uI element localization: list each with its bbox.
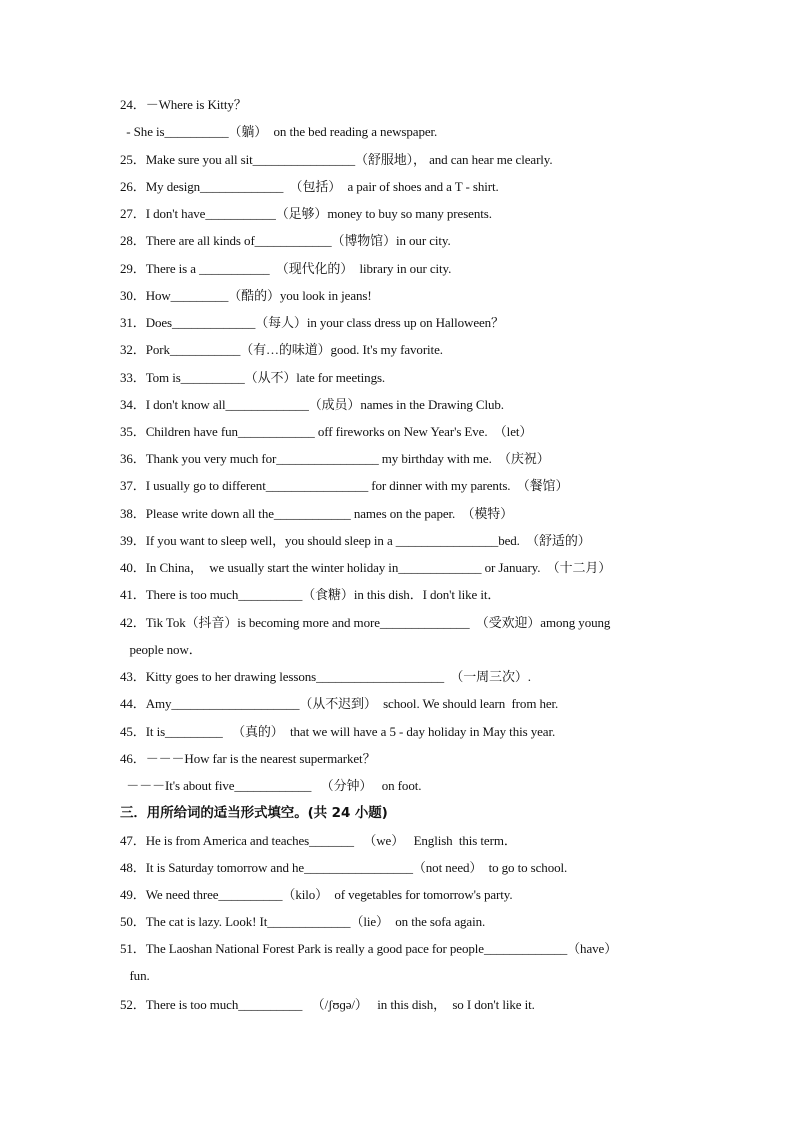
question-46-answer-line: －－－It's about five____________ （分钟） on foot.: [120, 778, 422, 793]
question-31: 31．Does_____________（每人）in your class dress up on Halloween？: [120, 315, 504, 330]
question-48: 48．It is Saturday tomorrow and he_________________（not need） to go to school.: [120, 860, 568, 875]
question-34: 34．I don't know all_____________（成员）names in the Drawing Club.: [120, 397, 504, 412]
question-52: 52．There is too much__________ （/ʃʊɡə/） in this dish， so I don't like it.: [120, 997, 535, 1012]
question-42-continued: people now．: [120, 642, 202, 657]
question-49: 49．We need three__________（kilo） of vegetables for tomorrow's party.: [120, 887, 513, 902]
question-36: 36．Thank you very much for________________ my birthday with me. （庆祝）: [120, 451, 550, 466]
question-42: 42．Tik Tok（抖音）is becoming more and more______________ （受欢迎）among young: [120, 615, 611, 630]
question-25: 25．Make sure you all sit________________（舒服地）， and can hear me clearly.: [120, 152, 553, 167]
question-27: 27．I don't have___________（足够）money to buy so many presents.: [120, 206, 492, 221]
question-35: 35．Children have fun____________ off fireworks on New Year's Eve. （let）: [120, 424, 533, 439]
question-40: 40．In China， we usually start the winter holiday in_____________ or January. （十二月）: [120, 560, 612, 575]
question-37: 37．I usually go to different________________ for dinner with my parents. （餐馆）: [120, 478, 569, 493]
question-51: 51．The Laoshan National Forest Park is really a good pace for people_____________（have）: [120, 941, 618, 956]
question-47: 47．He is from America and teaches_______ （we） English this term．: [120, 833, 517, 848]
section-heading-3: 三．用所给词的适当形式填空。(共 24 小题): [120, 805, 388, 821]
question-41: 41．There is too much__________（食糖）in this dish．I don't like it．: [120, 587, 501, 602]
question-30: 30．How_________（酷的）you look in jeans!: [120, 288, 372, 303]
question-32: 32．Pork___________（有…的味道）good. It's my favorite.: [120, 342, 443, 357]
question-50: 50．The cat is lazy. Look! It_____________（lie） on the sofa again.: [120, 914, 486, 929]
question-28: 28．There are all kinds of____________（博物馆）in our city.: [120, 233, 451, 248]
question-24: 24．－Where is Kitty？: [120, 97, 247, 112]
question-45: 45．It is_________ （真的） that we will have a 5 - day holiday in May this year.: [120, 724, 556, 739]
question-38: 38．Please write down all the____________ names on the paper. （模特）: [120, 506, 514, 521]
question-26: 26．My design_____________ （包括） a pair of shoes and a T - shirt.: [120, 179, 499, 194]
question-39: 39．If you want to sleep well，you should sleep in a ________________bed. （舒适的）: [120, 533, 591, 548]
question-29: 29．There is a ___________ （现代化的） library in our city.: [120, 261, 452, 276]
question-44: 44．Amy____________________（从不迟到） school. We should learn from her.: [120, 696, 559, 711]
question-51-continued: fun.: [120, 968, 150, 983]
question-43: 43．Kitty goes to her drawing lessons____________________ （一周三次）.: [120, 669, 531, 684]
question-24-answer-line: - She is__________（躺） on the bed reading a newspaper.: [120, 124, 438, 139]
question-33: 33．Tom is__________（从不）late for meetings.: [120, 370, 386, 385]
question-46: 46．－－－How far is the nearest supermarket？: [120, 751, 376, 766]
